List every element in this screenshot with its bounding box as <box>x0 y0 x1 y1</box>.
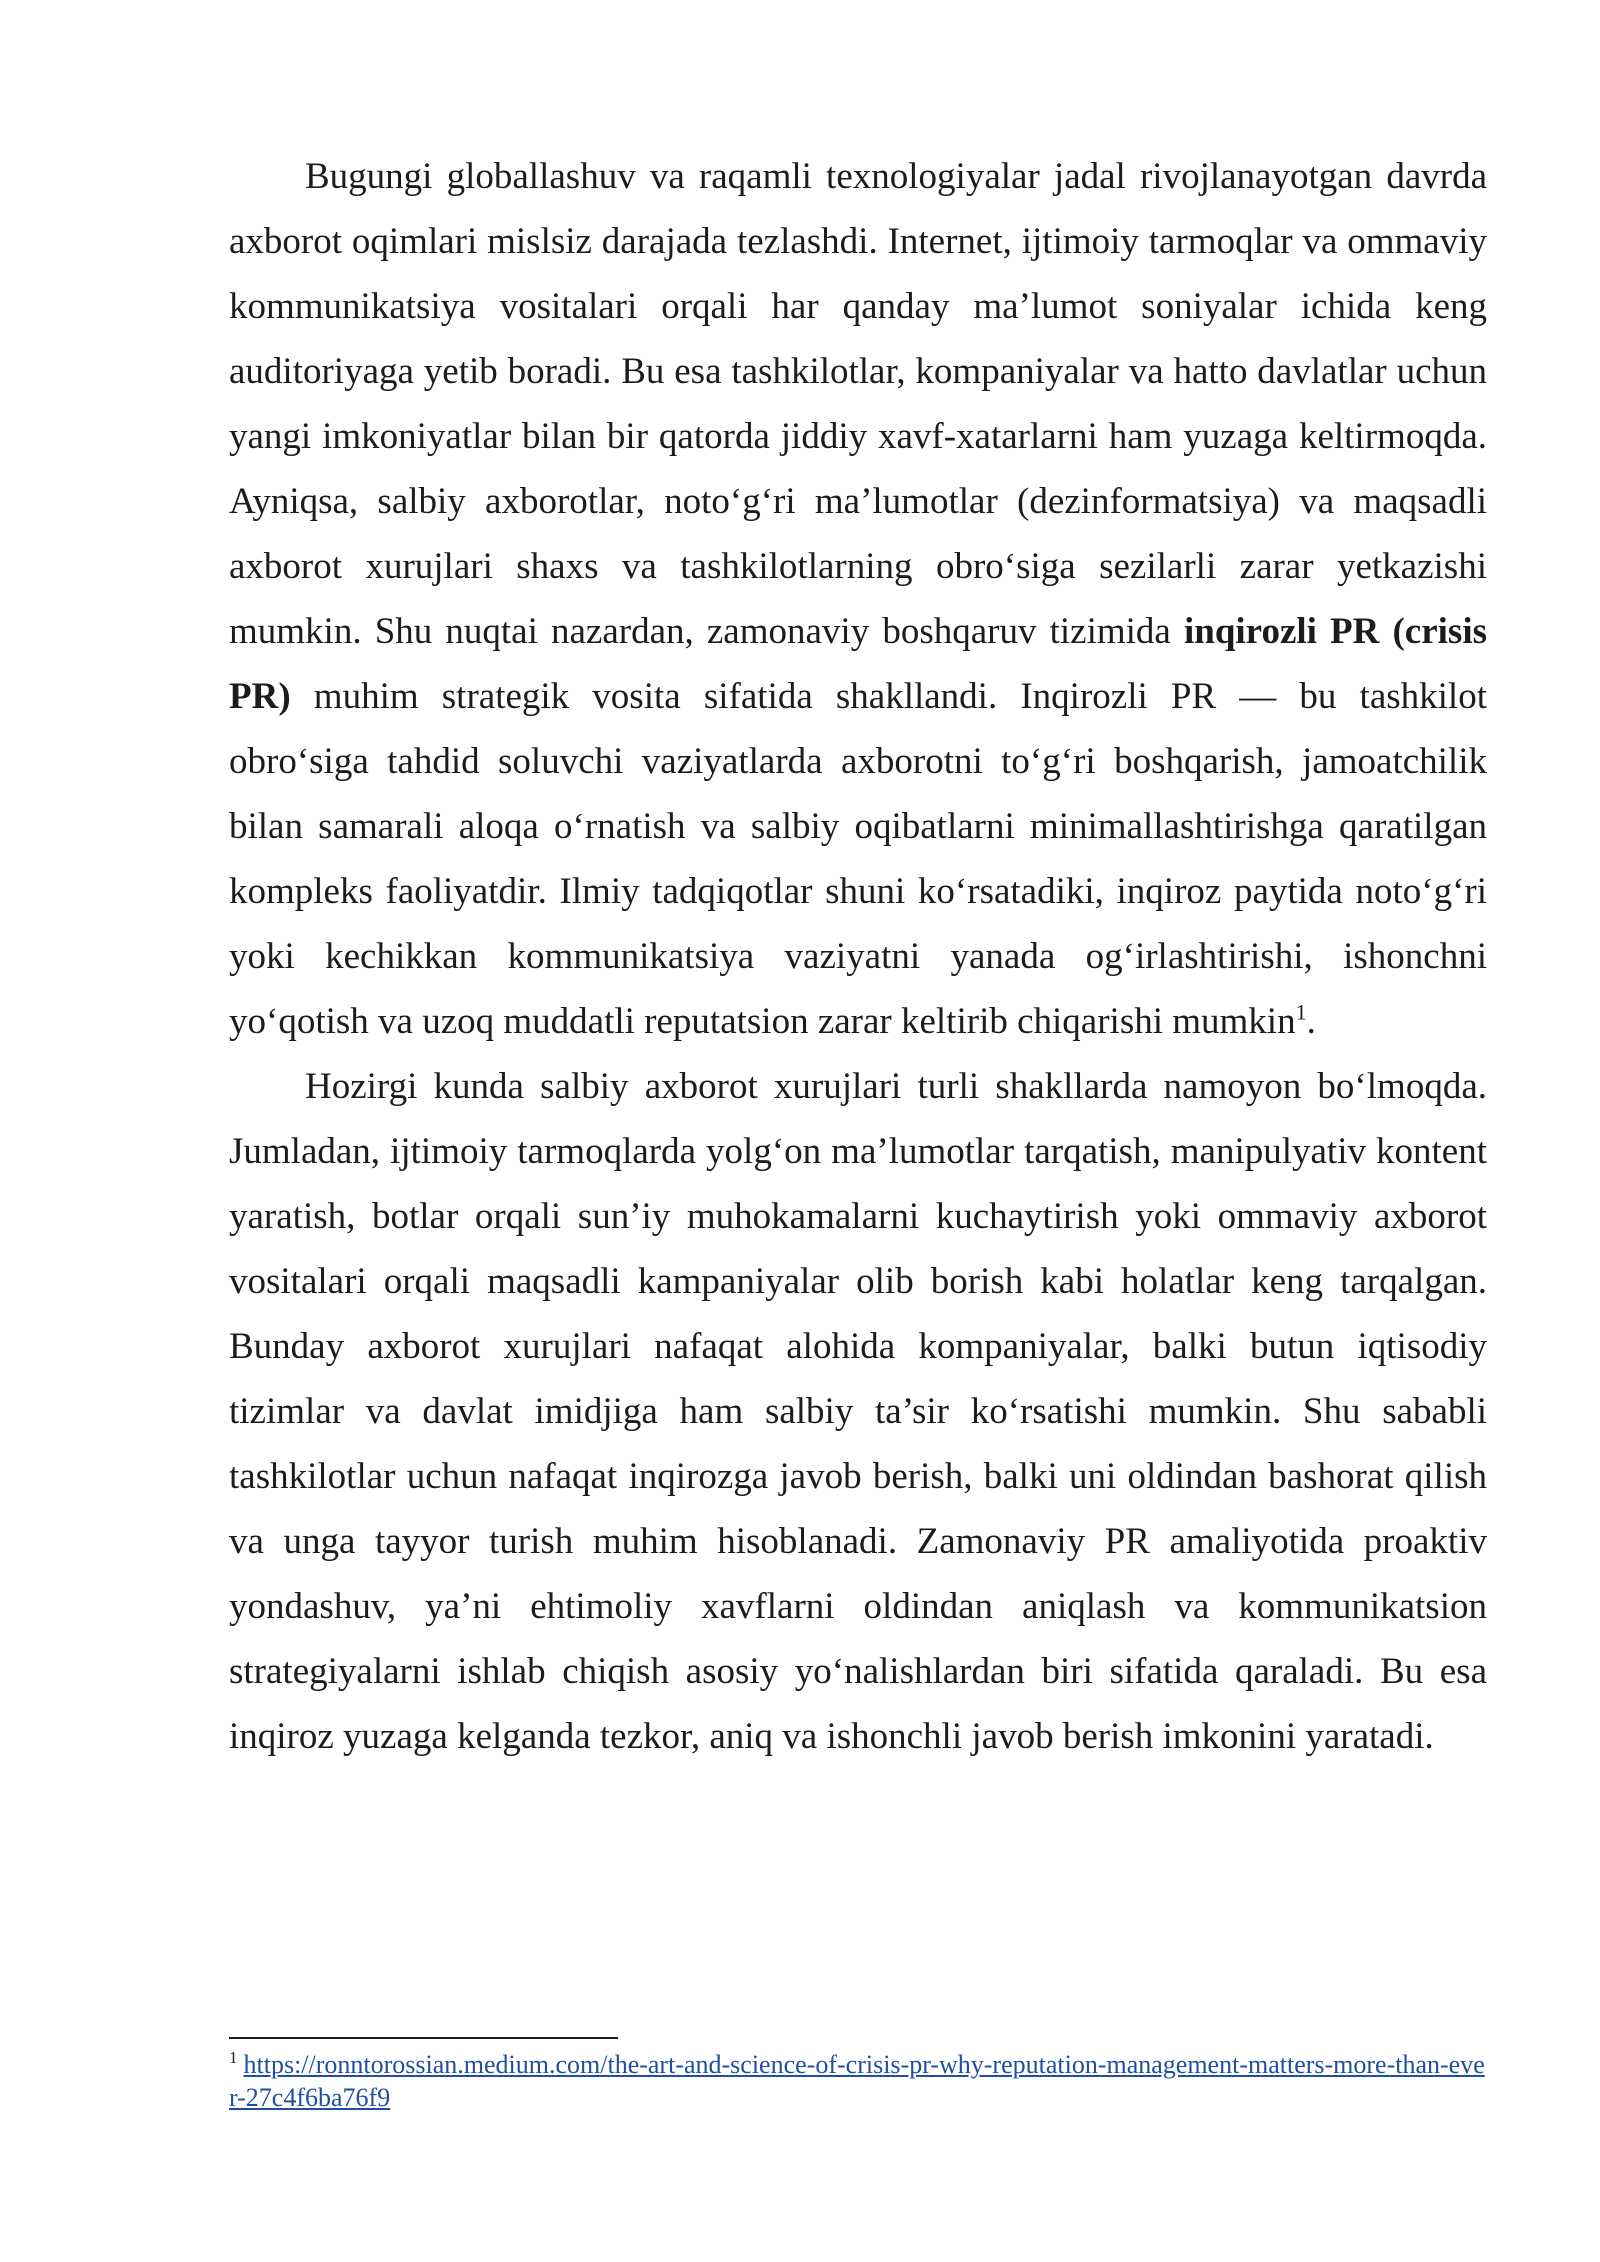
document-body <box>229 144 1487 1769</box>
paragraph-1-text-b: muhim strategik vosita sifatida shakllandi. Inqirozli PR — bu tashkilot obro‘siga tahdid soluvchi vaziyatlarda axborotni to‘g‘ri boshqarish, jamoatchilik bilan samarali aloqa o‘rnatish va salbiy oqibatlarni minimallashtirishga qaratilgan kompleks faoliyatdir. Ilmiy tadqiqotlar shuni ko‘rsatadiki, inqiroz paytida noto‘g‘ri yoki kechikkan kommunikatsiya vaziyatni yanada og‘irlashtirishi, ishonchni yo‘qotish va uzoq muddatli reputatsion zarar keltirib chiqarishi mumkin <box>229 676 1487 1042</box>
footnote <box>229 2048 1487 2114</box>
footnote-number: 1 <box>229 2048 238 2068</box>
footnote-reference[interactable]: 1 <box>1295 999 1307 1025</box>
bold-term-crisis-pr: inqirozli PR (crisis PR) <box>229 611 1488 717</box>
paragraph-1 <box>229 144 1487 1054</box>
paragraph-1-end: . <box>1306 1001 1316 1042</box>
paragraph-2: Hozirgi kunda salbiy axborot xurujlari turli shakllarda namoyon bo‘lmoqda. Jumladan, ijtimoiy tarmoqlarda yolg‘on ma’lumotlar tarqatish, manipulyativ kontent yaratish, botlar orqali sun’iy muhokamalarni kuchaytirish yoki ommaviy axborot vositalari orqali maqsadli kampaniyalar olib borish kabi holatlar keng tarqalgan. Bunday axborot xurujlari nafaqat alohida kompaniyalar, balki butun iqtisodiy tizimlar va davlat imidjiga ham salbiy ta’sir ko‘rsatishi mumkin. Shu sababli tashkilotlar uchun nafaqat inqirozga javob berish, balki uni oldindan bashorat qilish va unga tayyor turish muhim hisoblanadi. Zamonaviy PR amaliyotida proaktiv yondashuv, ya’ni ehtimoliy xavflarni oldindan aniqlash va kommunikatsion strategiyalarni ishlab chiqish asosiy yo‘nalishlardan biri sifatida qaraladi. Bu esa inqiroz yuzaga kelganda tezkor, aniq va ishonchli javob berish imkonini yaratadi. <box>229 1066 1487 1757</box>
paragraph-1-text-a: Bugungi globallashuv va raqamli texnologiyalar jadal rivojlanayotgan davrda axborot oqimlari mislsiz darajada tezlashdi. Internet, ijtimoiy tarmoqlar va ommaviy kommunikatsiya vositalari orqali har qanday ma’lumot soniyalar ichida keng auditoriyaga yetib boradi. Bu esa tashkilotlar, kompaniyalar va hatto davlatlar uchun yangi imkoniyatlar bilan bir qatorda jiddiy xavf-xatarlarni ham yuzaga keltirmoqda. Ayniqsa, salbiy axborotlar, noto‘g‘ri ma’lumotlar (dezinformatsiya) va maqsadli axborot xurujlari shaxs va tashkilotlarning obro‘siga sezilarli zarar yetkazishi mumkin. Shu nuqtai nazardan, zamonaviy boshqaruv tizimida <box>229 156 1487 652</box>
footnote-separator <box>229 2037 618 2039</box>
footnote-link[interactable]: https://ronntorossian.medium.com/the-art-and-science-of-crisis-pr-why-reputation-management-matters-more-than-ever-27c4f6ba76f9 <box>229 2050 1485 2112</box>
